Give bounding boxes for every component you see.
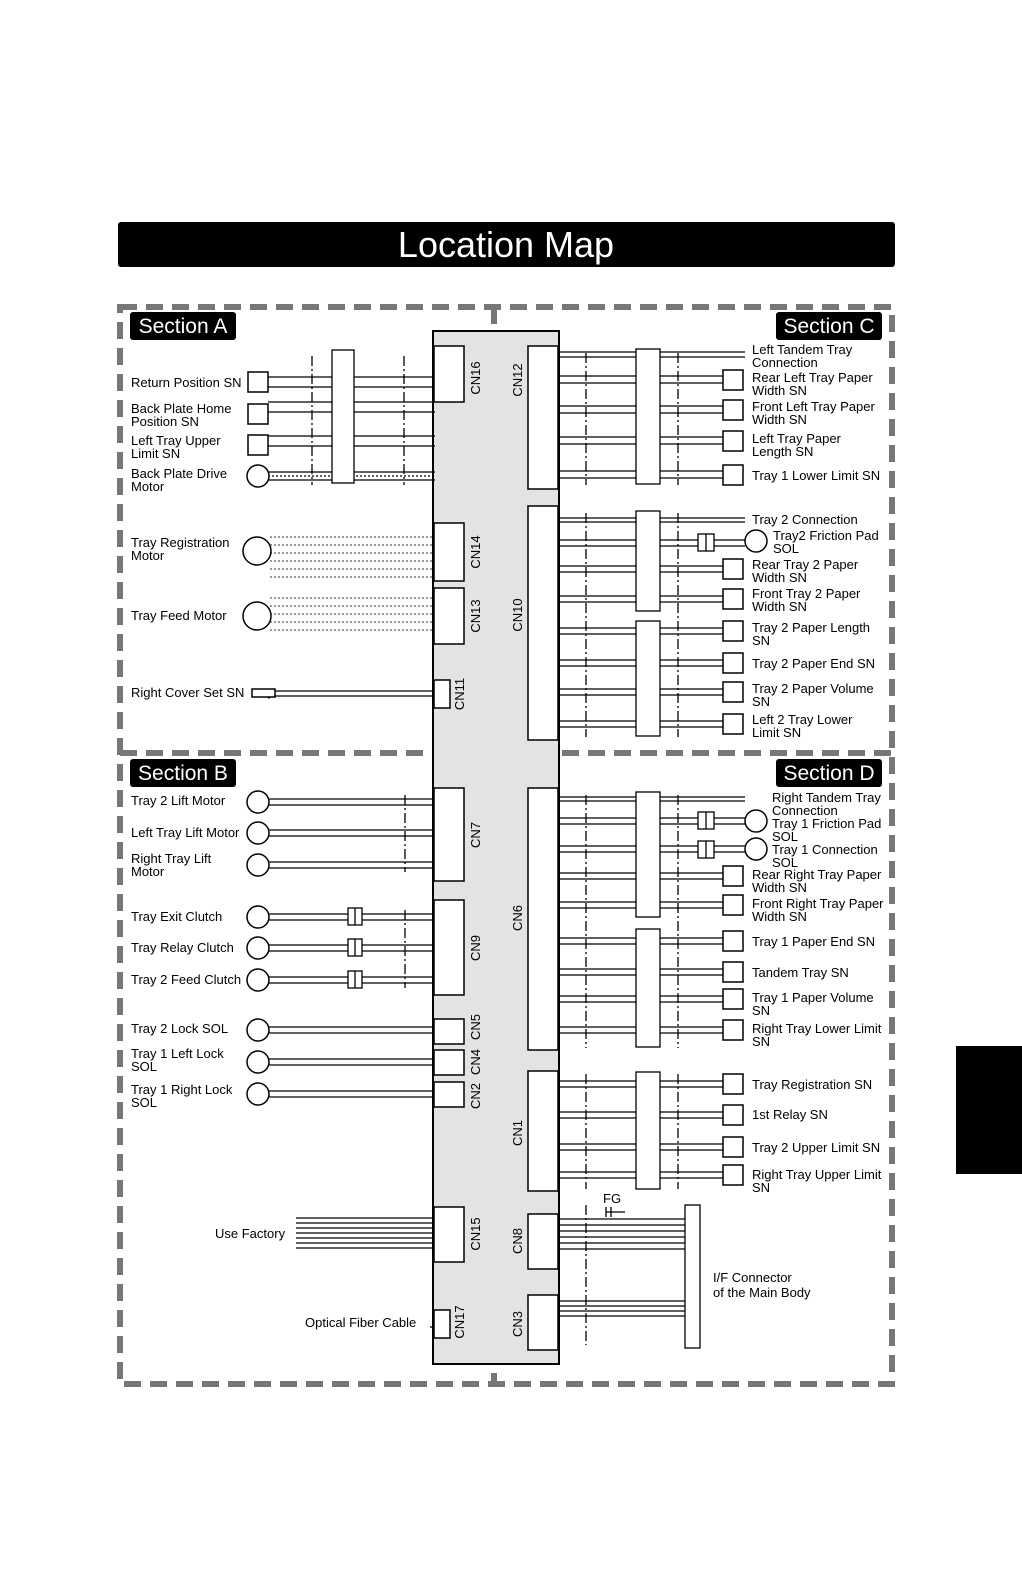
cn1-label: CN1: [510, 1119, 525, 1147]
label-right-tandem-tray-connection: Right Tandem Tray Connection: [772, 790, 881, 818]
sensor-icon: [723, 931, 743, 951]
wiring-section-d: [557, 792, 745, 1348]
switch-icon: [252, 689, 275, 697]
label-use-factory: Use Factory: [215, 1226, 286, 1241]
cn15-label: CN15: [468, 1217, 483, 1251]
connector-cn4: [434, 1049, 483, 1075]
connector-cn5: [434, 1014, 483, 1044]
label-right-tray-upper-limit-sn: Right Tray Upper Limit SN: [752, 1167, 882, 1195]
section-b-label: Section B: [138, 762, 228, 785]
solenoid-icon: [745, 838, 767, 860]
label-left-tandem-tray-connection: Left Tandem Tray Connection: [752, 342, 853, 370]
label-left-tray-paper-length-sn: Left Tray Paper Length SN: [752, 431, 841, 459]
cn14-label: CN14: [468, 535, 483, 569]
sensor-icon: [723, 1137, 743, 1157]
labels-section-a: [131, 375, 244, 700]
cn12-label: CN12: [510, 363, 525, 397]
sensor-icon: [723, 989, 743, 1009]
sensor-icon: [723, 370, 743, 390]
label-tray2-friction-pad-sol: Tray2 Friction Pad SOL: [773, 528, 879, 556]
label-tandem-tray-sn: Tandem Tray SN: [752, 965, 849, 980]
sensor-icon: [248, 372, 268, 392]
label-tray-2-connection: Tray 2 Connection: [752, 512, 858, 527]
wiring-section-a: [265, 350, 435, 698]
sensor-icon: [723, 653, 743, 673]
label-tray-1-left-lock-sol: Tray 1 Left Lock SOL: [131, 1046, 224, 1074]
sensor-icon: [723, 1020, 743, 1040]
label-tray-2-lift-motor: Tray 2 Lift Motor: [131, 793, 226, 808]
cn11-label: CN11: [452, 677, 467, 711]
wiring-section-c: [557, 349, 745, 737]
label-tray-feed-motor: Tray Feed Motor: [131, 608, 227, 623]
motor-icon: [243, 602, 271, 630]
label-left-tray-lift-motor: Left Tray Lift Motor: [131, 825, 240, 840]
wiring-section-b: [268, 795, 435, 1327]
label-left-tray-upper-limit-sn: Left Tray Upper Limit SN: [131, 433, 221, 461]
motor-icon: [247, 854, 269, 876]
sensor-icon: [723, 682, 743, 702]
sensor-icon: [723, 400, 743, 420]
label-right-cover-set-sn: Right Cover Set SN: [131, 685, 245, 700]
clutch-icon: [247, 937, 269, 959]
label-optical-fiber-cable: Optical Fiber Cable: [305, 1315, 417, 1330]
label-tray-registration-sn: Tray Registration SN: [752, 1077, 873, 1092]
sensor-icon: [723, 465, 743, 485]
sensor-icon: [723, 589, 743, 609]
cn5-label: CN5: [468, 1013, 483, 1041]
sensor-icon: [723, 714, 743, 734]
label-tray-2-paper-volume-sn: Tray 2 Paper Volume SN: [752, 681, 874, 709]
cn17-label: CN17: [452, 1305, 467, 1339]
solenoid-icon: [745, 530, 767, 552]
label-tray-2-feed-clutch: Tray 2 Feed Clutch: [131, 972, 242, 987]
label-tray-1-paper-end-sn: Tray 1 Paper End SN: [752, 934, 876, 949]
cn16-label: CN16: [468, 361, 483, 395]
motor-icon: [247, 822, 269, 844]
clutch-icon: [247, 906, 269, 928]
solenoid-icon: [247, 1019, 269, 1041]
sensor-icon: [723, 866, 743, 886]
label-right-tray-lift-motor: Right Tray Lift Motor: [131, 851, 212, 879]
label-rear-tray-2-paper-width-sn: Rear Tray 2 Paper Width SN: [752, 557, 859, 585]
label-tray-2-paper-end-sn: Tray 2 Paper End SN: [752, 656, 876, 671]
clutch-icon: [247, 969, 269, 991]
label-fg: FG: [603, 1191, 622, 1206]
label-front-right-tray-paper-width-sn: Front Right Tray Paper Width SN: [752, 896, 884, 924]
cn9-label: CN9: [468, 934, 483, 962]
solenoid-icon: [247, 1051, 269, 1073]
sensor-icon: [723, 1074, 743, 1094]
section-d-label: Section D: [783, 762, 875, 785]
cn13-label: CN13: [468, 599, 483, 633]
sensor-icon: [723, 431, 743, 451]
label-rear-left-tray-paper-width-sn: Rear Left Tray Paper Width SN: [752, 370, 873, 398]
sensor-icon: [723, 1105, 743, 1125]
sensor-icon: [723, 1165, 743, 1185]
label-front-left-tray-paper-width-sn: Front Left Tray Paper Width SN: [752, 399, 875, 427]
cn8-label: CN8: [510, 1227, 525, 1255]
cn4-label: CN4: [468, 1048, 483, 1076]
side-tab-marker: [956, 1046, 1022, 1174]
sensor-icon: [723, 895, 743, 915]
connector-cn17: [434, 1305, 467, 1338]
label-front-tray-2-paper-width-sn: Front Tray 2 Paper Width SN: [752, 586, 861, 614]
label-return-position-sn: Return Position SN: [131, 375, 242, 390]
label-tray-2-upper-limit-sn: Tray 2 Upper Limit SN: [752, 1140, 881, 1155]
labels-section-c: [752, 342, 880, 740]
label-tray-exit-clutch: Tray Exit Clutch: [131, 909, 223, 924]
label-tray-2-paper-length-sn: Tray 2 Paper Length SN: [752, 620, 871, 648]
label-back-plate-home-position-sn: Back Plate Home Position SN: [131, 401, 232, 429]
label-rear-right-tray-paper-width-sn: Rear Right Tray Paper Width SN: [752, 867, 882, 895]
label-tray-1-right-lock-sol: Tray 1 Right Lock SOL: [131, 1082, 233, 1110]
label-tray-relay-clutch: Tray Relay Clutch: [131, 940, 234, 955]
title-banner: [118, 222, 895, 267]
cn3-label: CN3: [510, 1310, 525, 1338]
label-tray-registration-motor: Tray Registration Motor: [131, 535, 230, 563]
solenoid-icon: [745, 810, 767, 832]
label-left-2-tray-lower-limit-sn: Left 2 Tray Lower Limit SN: [752, 712, 853, 740]
label-tray-1-paper-volume-sn: Tray 1 Paper Volume SN: [752, 990, 874, 1018]
page-title: Location Map: [397, 224, 615, 265]
sensor-icon: [723, 559, 743, 579]
solenoid-icon: [247, 1083, 269, 1105]
connector-cn11: [434, 678, 467, 710]
label-right-tray-lower-limit-sn: Right Tray Lower Limit SN: [752, 1021, 882, 1049]
motor-icon: [247, 465, 269, 487]
label-tray-2-lock-sol: Tray 2 Lock SOL: [131, 1021, 229, 1036]
motor-icon: [247, 791, 269, 813]
connector-cn2: [434, 1082, 483, 1109]
label-tray-1-friction-pad-sol: Tray 1 Friction Pad SOL: [772, 816, 882, 844]
cn7-label: CN7: [468, 821, 483, 849]
label-tray-1-connection-sol: Tray 1 Connection SOL: [772, 842, 878, 870]
sensor-icon: [248, 435, 268, 455]
section-c-label: Section C: [783, 315, 875, 338]
sensor-icon: [723, 621, 743, 641]
label-if-connector: I/F Connector of the Main Body: [713, 1270, 811, 1300]
sensor-icon: [248, 404, 268, 424]
motor-icon: [243, 537, 271, 565]
cn10-label: CN10: [510, 598, 525, 632]
labels-section-b: [131, 793, 416, 1330]
label-1st-relay-sn: 1st Relay SN: [752, 1107, 828, 1122]
label-tray-1-lower-limit-sn: Tray 1 Lower Limit SN: [752, 468, 881, 483]
cn6-label: CN6: [510, 904, 525, 932]
section-a-label: Section A: [138, 315, 228, 338]
label-back-plate-drive-motor: Back Plate Drive Motor: [131, 466, 228, 494]
cn2-label: CN2: [468, 1082, 483, 1110]
sensor-icon: [723, 962, 743, 982]
